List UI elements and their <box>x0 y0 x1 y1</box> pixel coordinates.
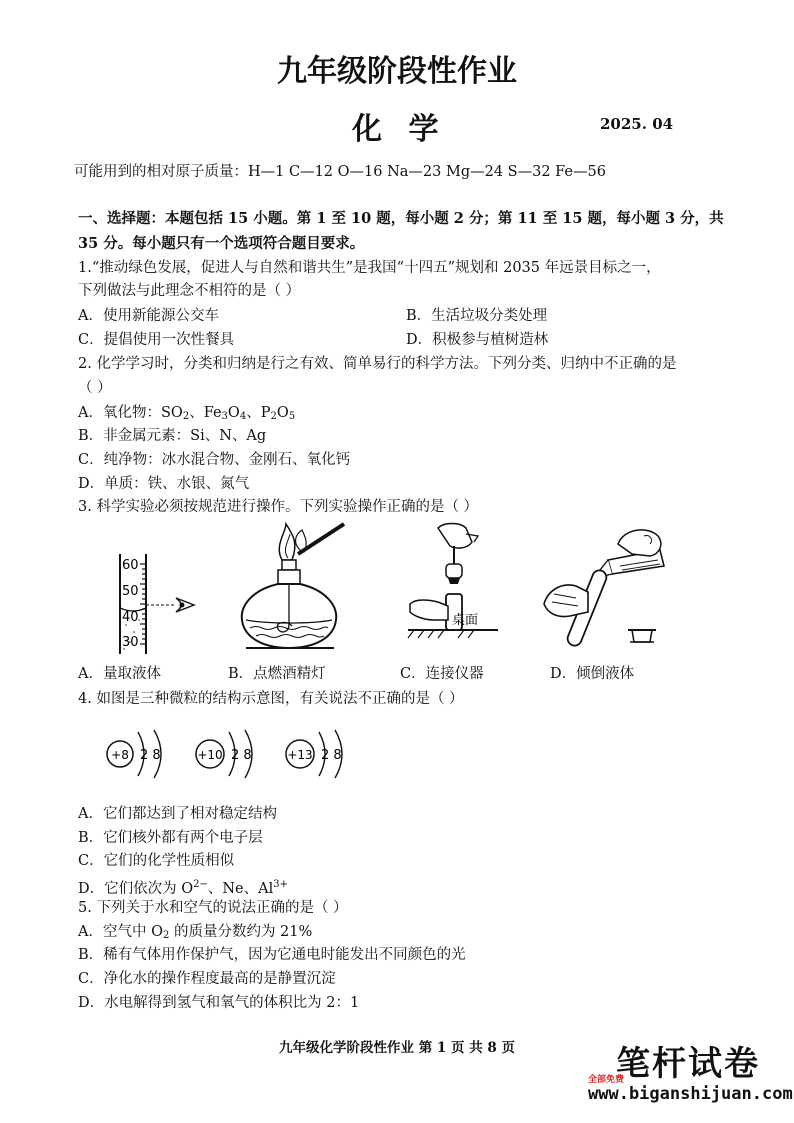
cylinder-tick-30: 30 <box>122 635 139 650</box>
q4-option-c: C．它们的化学性质相似 <box>78 853 235 869</box>
q2-option-c: C．纯净物：冰水混合物、金刚石、氧化钙 <box>78 452 351 468</box>
cylinder-tick-50: 50 <box>122 584 139 599</box>
section-instructions-line1: 一、选择题：本题包括 15 小题。第 1 至 10 题，每小题 2 分；第 11 至 15 题，每小题 3 分，共 <box>78 210 724 227</box>
q1-stem-line2: 下列做法与此理念不相符的是（ ） <box>78 283 301 299</box>
section-instructions-line2: 35 分。每小题只有一个选项符合题目要求。 <box>78 235 365 252</box>
page-footer: 九年级化学阶段性作业 第 1 页 共 8 页 <box>279 1040 515 1056</box>
q1-option-b: B．生活垃圾分类处理 <box>406 308 548 324</box>
q4-option-b: B．它们核外都有两个电子层 <box>78 830 263 846</box>
exam-date: 2025. 04 <box>600 115 674 133</box>
q3-option-c: C．连接仪器 <box>400 666 484 682</box>
q5-option-c: C．净化水的操作程度最高的是静置沉淀 <box>78 971 336 987</box>
q2-option-b: B．非金属元素：Si、N、Ag <box>78 428 267 444</box>
q3-option-b: B．点燃酒精灯 <box>228 666 326 682</box>
cylinder-tick-60: 60 <box>122 558 139 573</box>
q1-option-c: C．提倡使用一次性餐具 <box>78 332 235 348</box>
atom-1-shells: 2 8 <box>140 748 161 763</box>
figure-connect-instruments <box>404 520 504 660</box>
q3-option-a: A．量取液体 <box>78 666 161 682</box>
q2-stem-line2: （ ） <box>78 380 112 396</box>
q5-option-a: A．空气中 $O_2$ 的质量分数约为 21% <box>78 924 313 941</box>
q3-stem: 3. 科学实验必须按规范进行操作。下列实验操作正确的是（ ） <box>78 499 479 515</box>
cylinder-tick-40: 40 <box>122 610 139 625</box>
atomic-mass-line: 可能用到的相对原子质量：H—1 C—12 O—16 Na—23 Mg—24 S—32 Fe—56 <box>74 164 606 180</box>
q4-stem: 4. 如图是三种微粒的结构示意图，有关说法不正确的是（ ） <box>78 691 464 707</box>
table-surface-label: 桌面 <box>452 613 479 628</box>
q2-option-a: A．氧化物：$SO_2$、$Fe_3O_4$、$P_2O_5$ <box>78 405 296 422</box>
atom-diagram-2 <box>196 730 252 778</box>
q5-stem: 5. 下列关于水和空气的说法正确的是（ ） <box>78 900 348 916</box>
q2-option-d: D．单质：铁、水银、氮气 <box>78 476 250 492</box>
q3-option-d: D．倾倒液体 <box>550 666 635 682</box>
q5-option-d: D．水电解得到氢气和氧气的体积比为 2：1 <box>78 995 360 1011</box>
atom-1-nucleus: +8 <box>111 748 129 762</box>
atom-diagram-1 <box>107 730 161 778</box>
q1-stem-line1: 1.“推动绿色发展，促进人与自然和谐共生”是我国“十四五”规划和 2035 年远景目标之一， <box>78 260 661 276</box>
figure-measuring-cylinder <box>112 550 212 660</box>
watermark-brand: 笔杆试卷 <box>616 1044 760 1084</box>
q5-option-b: B．稀有气体用作保护气，因为它通电时能发出不同颜色的光 <box>78 947 466 963</box>
q1-option-d: D．积极参与植树造林 <box>406 332 549 348</box>
atomic-structure-diagrams <box>98 726 358 782</box>
subject-title: 化 学 <box>352 112 447 147</box>
formula-p2o5: $P_2O_5$ <box>260 405 296 422</box>
atom-3-nucleus: +13 <box>287 748 313 762</box>
formula-so2: $SO_2$ <box>160 405 190 422</box>
atom-diagram-3 <box>286 730 342 778</box>
atom-2-nucleus: +10 <box>197 748 223 762</box>
q2-stem-line1: 2. 化学学习时，分类和归纳是行之有效、简单易行的科学方法。下列分类、归纳中不正确的是 <box>78 356 677 372</box>
q4-option-d: D．它们依次为 $O^{2-}$、Ne、$Al^{3+}$ <box>78 879 289 897</box>
watermark-url: www.biganshijuan.com <box>588 1084 793 1104</box>
atom-2-shells: 2 8 <box>231 748 252 763</box>
figure-alcohol-lamp <box>236 520 356 660</box>
q4-option-a: A．它们都达到了相对稳定结构 <box>78 806 277 822</box>
page-title: 九年级阶段性作业 <box>277 54 517 89</box>
q2-option-a-prefix: A．氧化物： <box>78 405 161 421</box>
watermark-free-tag: 全部免费 <box>588 1075 625 1085</box>
q1-option-a: A．使用新能源公交车 <box>78 308 219 324</box>
atom-3-shells: 2 8 <box>321 748 342 763</box>
formula-fe3o4: $Fe_3O_4$ <box>203 405 247 422</box>
figure-pour-liquid <box>540 520 680 660</box>
